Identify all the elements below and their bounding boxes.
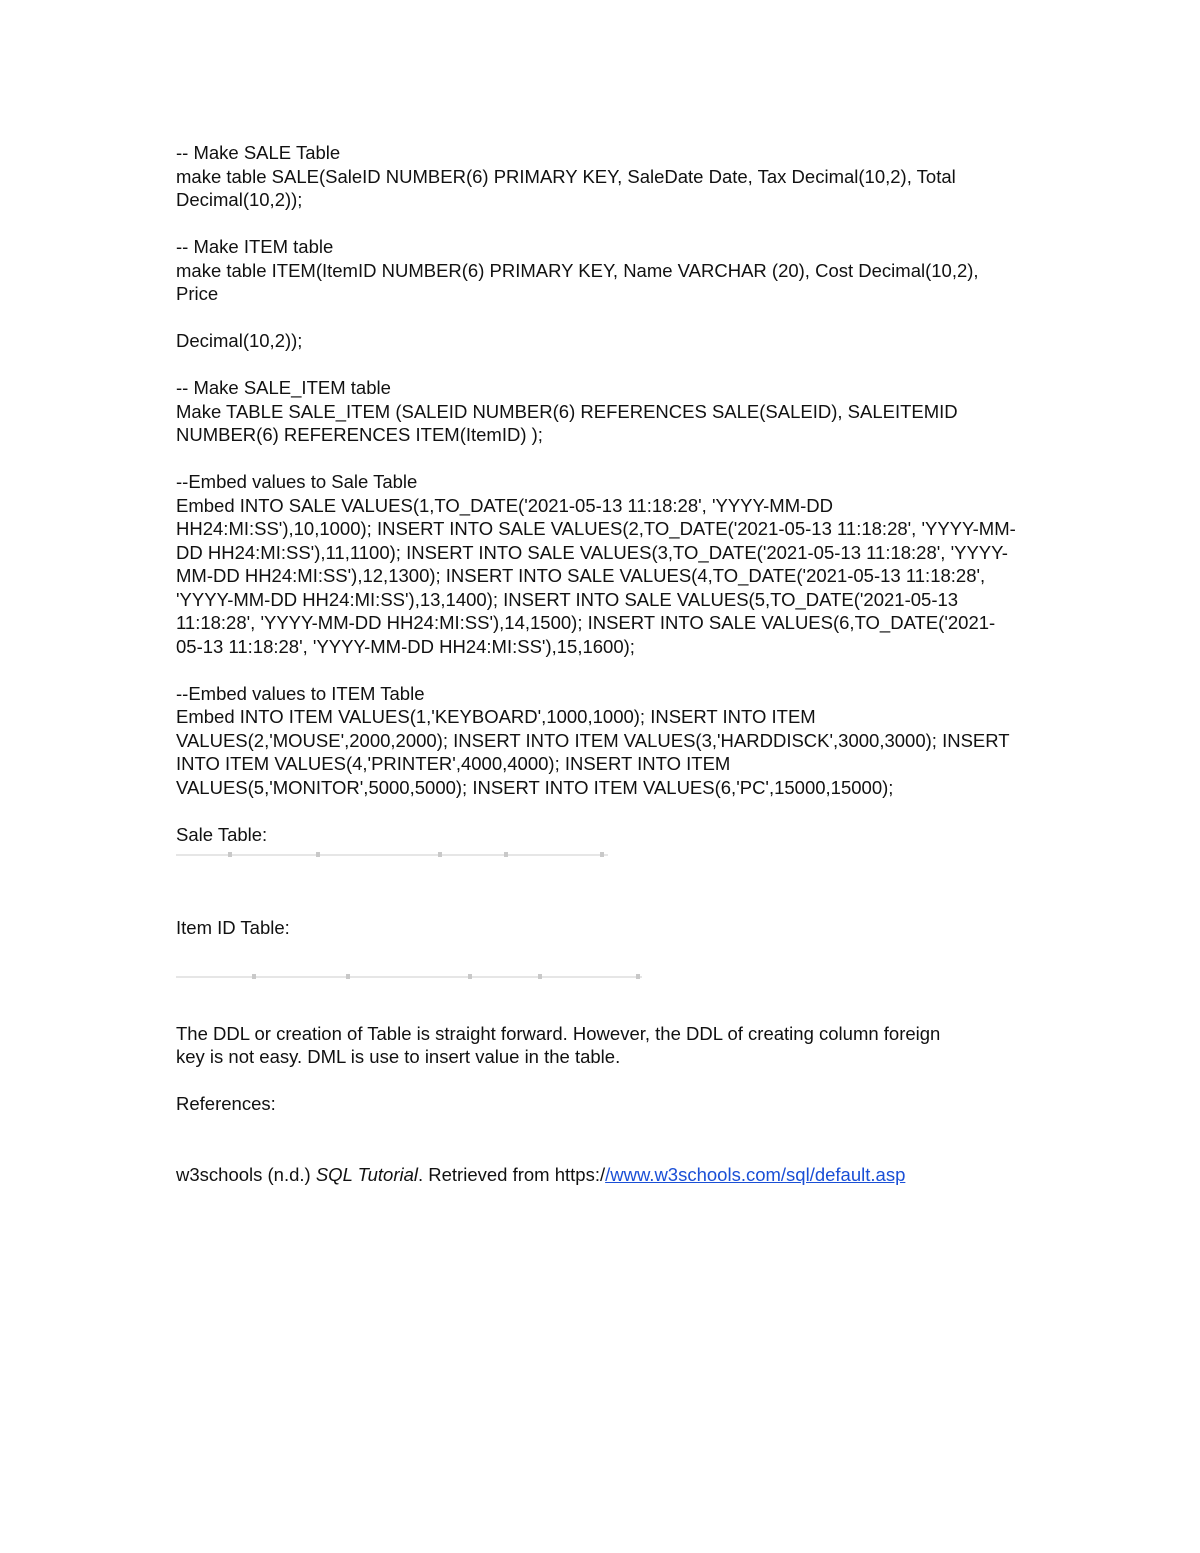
conclusion-line-1: The DDL or creation of Table is straight forward. However, the DDL of creating column foreign (176, 1022, 941, 1044)
sale-values-line-5: 'YYYY-MM-DD HH24:MI:SS'),13,1400); INSERT INTO SALE VALUES(5,TO_DATE('2021-05-13 (176, 588, 959, 610)
sale-values-comment: --Embed values to Sale Table (176, 471, 418, 492)
sale-comment: -- Make SALE Table (176, 142, 341, 163)
item-values-line-3: INTO ITEM VALUES(4,'PRINTER',4000,4000); INSERT INTO ITEM (176, 753, 731, 774)
conclusion-line-2: key is not easy. DML is use to insert value in the table. (176, 1046, 621, 1067)
sale-values-line-3: DD HH24:MI:SS'),11,1100); INSERT INTO SALE VALUES(3,TO_DATE('2021-05-13 11:18:28', 'YYYY- (176, 541, 1008, 563)
item-comment: -- Make ITEM table (176, 236, 334, 257)
sale-table-image (176, 850, 1036, 860)
sale-table-label: Sale Table: (176, 823, 268, 845)
references-heading: References: (176, 1093, 276, 1114)
item-table-label: Item ID Table: (176, 917, 290, 938)
sale-item-ddl-line-1: Make TABLE SALE_ITEM (SALEID NUMBER(6) REFERENCES SALE(SALEID), SALEITEMID (176, 400, 958, 422)
sale-values-line-7: 05-13 11:18:28', 'YYYY-MM-DD HH24:MI:SS'),15,1600); (176, 635, 635, 657)
reference-author: w3schools (n.d.) (176, 1163, 316, 1185)
sale-ddl-line-1: make table SALE(SaleID NUMBER(6) PRIMARY KEY, SaleDate Date, Tax Decimal(10,2), Total (176, 165, 956, 187)
reference-entry (176, 1163, 1036, 1187)
sale-ddl-line-2: Decimal(10,2)); (176, 189, 303, 210)
document-page (176, 141, 1036, 1186)
sale-values-line-4: MM-DD HH24:MI:SS'),12,1300); INSERT INTO SALE VALUES(4,TO_DATE('2021-05-13 11:18:28', (176, 565, 986, 586)
sale-item-ddl-line-2: NUMBER(6) REFERENCES ITEM(ItemID) ); (176, 424, 543, 445)
reference-link[interactable]: /www.w3schools.com/sql/default.asp (605, 1163, 906, 1185)
reference-title: SQL Tutorial (315, 1163, 418, 1185)
item-values-line-4: VALUES(5,'MONITOR',5000,5000); INSERT INTO ITEM VALUES(6,'PC',15000,15000); (176, 776, 894, 798)
item-table-image (176, 972, 1036, 982)
sale-values-line-6: 11:18:28', 'YYYY-MM-DD HH24:MI:SS'),14,1500); INSERT INTO SALE VALUES(6,TO_DATE('2021- (176, 612, 996, 633)
item-values-line-2: VALUES(2,'MOUSE',2000,2000); INSERT INTO ITEM VALUES(3,'HARDDISCK',3000,3000); INSERT (176, 729, 1010, 751)
item-values-line-1: Embed INTO ITEM VALUES(1,'KEYBOARD',1000,1000); INSERT INTO ITEM (176, 706, 816, 727)
item-values-comment: --Embed values to ITEM Table (176, 682, 425, 704)
sale-values-line-2: HH24:MI:SS'),10,1000); INSERT INTO SALE VALUES(2,TO_DATE('2021-05-13 11:18:28', 'YYYY-MM- (176, 518, 1016, 539)
item-ddl-line-1: make table ITEM(ItemID NUMBER(6) PRIMARY KEY, Name VARCHAR (20), Cost Decimal(10,2), (176, 259, 979, 281)
item-ddl-line-2: Price (176, 283, 219, 304)
item-ddl-continuation: Decimal(10,2)); (176, 330, 303, 351)
reference-retrieved: . Retrieved from https:/ (417, 1163, 606, 1185)
sale-item-comment: -- Make SALE_ITEM table (176, 377, 391, 398)
sale-values-line-1: Embed INTO SALE VALUES(1,TO_DATE('2021-05-13 11:18:28', 'YYYY-MM-DD (176, 494, 834, 516)
